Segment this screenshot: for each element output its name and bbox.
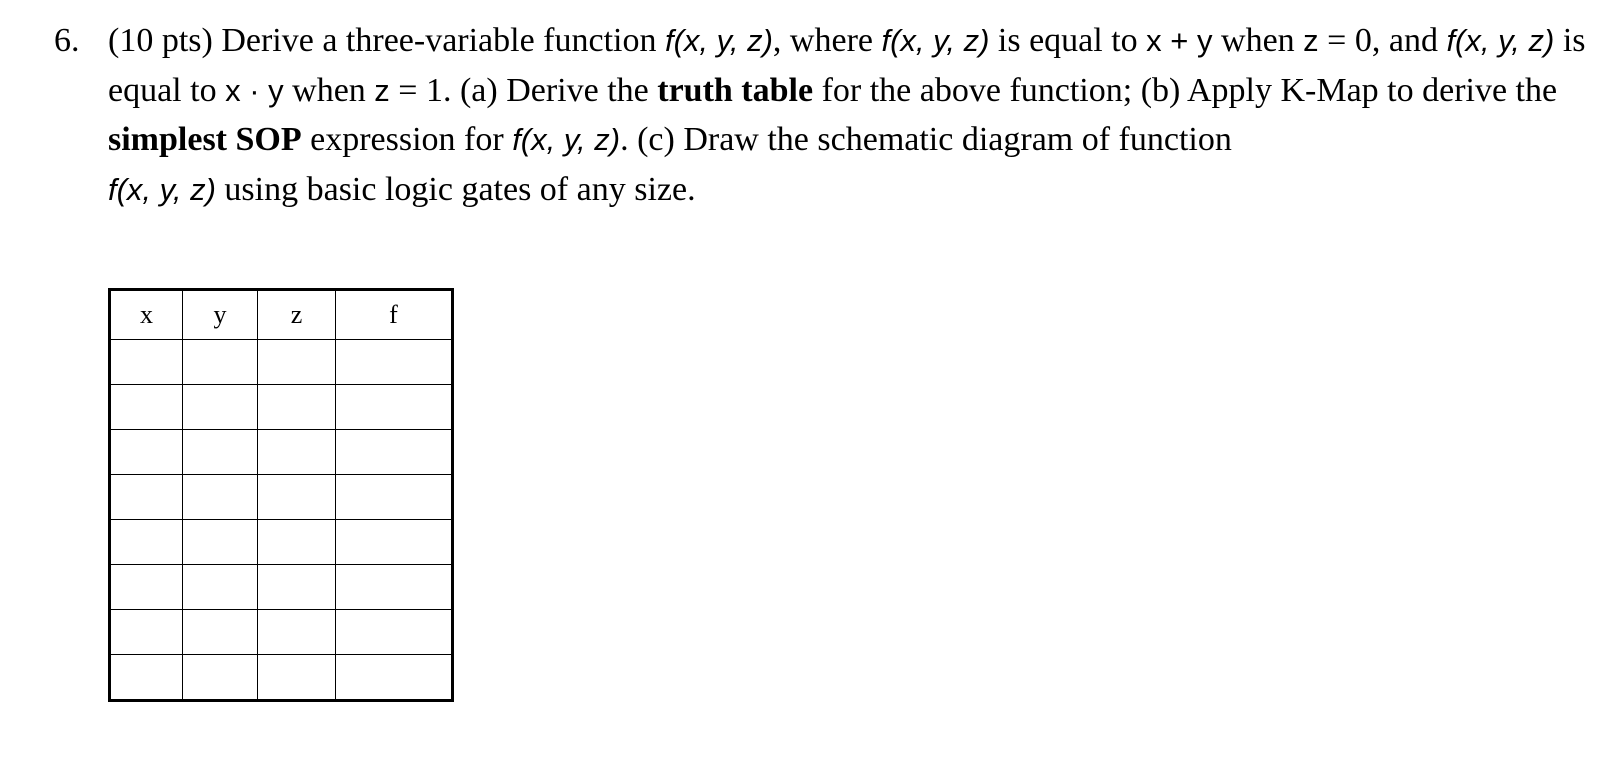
cell-z[interactable] — [258, 565, 336, 610]
cell-x[interactable] — [110, 655, 183, 701]
cell-x[interactable] — [110, 475, 183, 520]
text-segment: , where — [772, 22, 882, 59]
cell-f[interactable] — [336, 385, 453, 430]
cell-y[interactable] — [183, 610, 258, 655]
cell-x[interactable] — [110, 610, 183, 655]
points: (10 pts) — [108, 22, 213, 59]
cell-y[interactable] — [183, 430, 258, 475]
and-expression: x · y — [225, 72, 284, 108]
cell-f[interactable] — [336, 340, 453, 385]
function-name: f(x, y, z) — [1446, 23, 1555, 58]
text-segment: for the above function; (b) Apply K-Map to derive the — [813, 71, 1558, 109]
cell-x[interactable] — [110, 520, 183, 565]
text-segment: Derive a three-variable function — [212, 22, 665, 59]
cell-y[interactable] — [183, 340, 258, 385]
header-f: f — [336, 290, 453, 340]
header-y: y — [183, 290, 258, 340]
table-row — [110, 610, 453, 655]
cell-x[interactable] — [110, 385, 183, 430]
cell-z[interactable] — [258, 475, 336, 520]
cell-z[interactable] — [258, 385, 336, 430]
function-name: f(x, y, z) — [108, 171, 216, 207]
function-name: f(x, y, z) — [881, 23, 990, 58]
bold-simplest-sop: simplest SOP — [108, 121, 302, 158]
cell-z[interactable] — [258, 430, 336, 475]
text-segment: = 1. (a) Derive the — [389, 71, 658, 109]
function-name: f(x, y, z) — [512, 122, 621, 157]
table-row — [110, 340, 453, 385]
cell-f[interactable] — [336, 655, 453, 701]
cell-z[interactable] — [258, 520, 336, 565]
cell-y[interactable] — [183, 520, 258, 565]
cell-f[interactable] — [336, 565, 453, 610]
cell-y[interactable] — [183, 385, 258, 430]
header-x: x — [110, 290, 183, 340]
cell-x[interactable] — [110, 340, 183, 385]
text-segment: when — [1212, 22, 1304, 59]
cell-x[interactable] — [110, 565, 183, 610]
table-row — [110, 655, 453, 701]
question-text — [108, 16, 1599, 214]
text-segment: using basic logic gates of any size. — [215, 170, 696, 208]
cell-y[interactable] — [183, 655, 258, 701]
text-segment: . (c) Draw the schematic diagram of function — [620, 121, 1232, 158]
cell-f[interactable] — [336, 475, 453, 520]
truth-table — [108, 288, 454, 702]
question-6 — [54, 16, 1599, 214]
cell-z[interactable] — [258, 655, 336, 701]
text-segment: when — [283, 71, 375, 109]
z-variable: z — [1303, 23, 1319, 58]
bold-truth-table: truth table — [657, 71, 814, 109]
z-variable: z — [374, 72, 390, 108]
table-row — [110, 520, 453, 565]
table-row — [110, 565, 453, 610]
text-segment: = 0, and — [1318, 22, 1447, 59]
cell-y[interactable] — [183, 565, 258, 610]
text-segment: expression for — [301, 121, 513, 158]
function-name: f(x, y, z) — [665, 23, 773, 58]
cell-z[interactable] — [258, 610, 336, 655]
cell-f[interactable] — [336, 520, 453, 565]
header-z: z — [258, 290, 336, 340]
cell-f[interactable] — [336, 430, 453, 475]
text-segment: is equal to — [108, 22, 1586, 109]
cell-x[interactable] — [110, 430, 183, 475]
cell-z[interactable] — [258, 340, 336, 385]
table-row — [110, 385, 453, 430]
text-segment: is equal to — [989, 22, 1147, 59]
question-number: 6. — [54, 22, 80, 59]
cell-y[interactable] — [183, 475, 258, 520]
header-row — [110, 290, 453, 340]
cell-f[interactable] — [336, 610, 453, 655]
or-expression: x + y — [1146, 23, 1213, 58]
table-row — [110, 430, 453, 475]
table-row — [110, 475, 453, 520]
